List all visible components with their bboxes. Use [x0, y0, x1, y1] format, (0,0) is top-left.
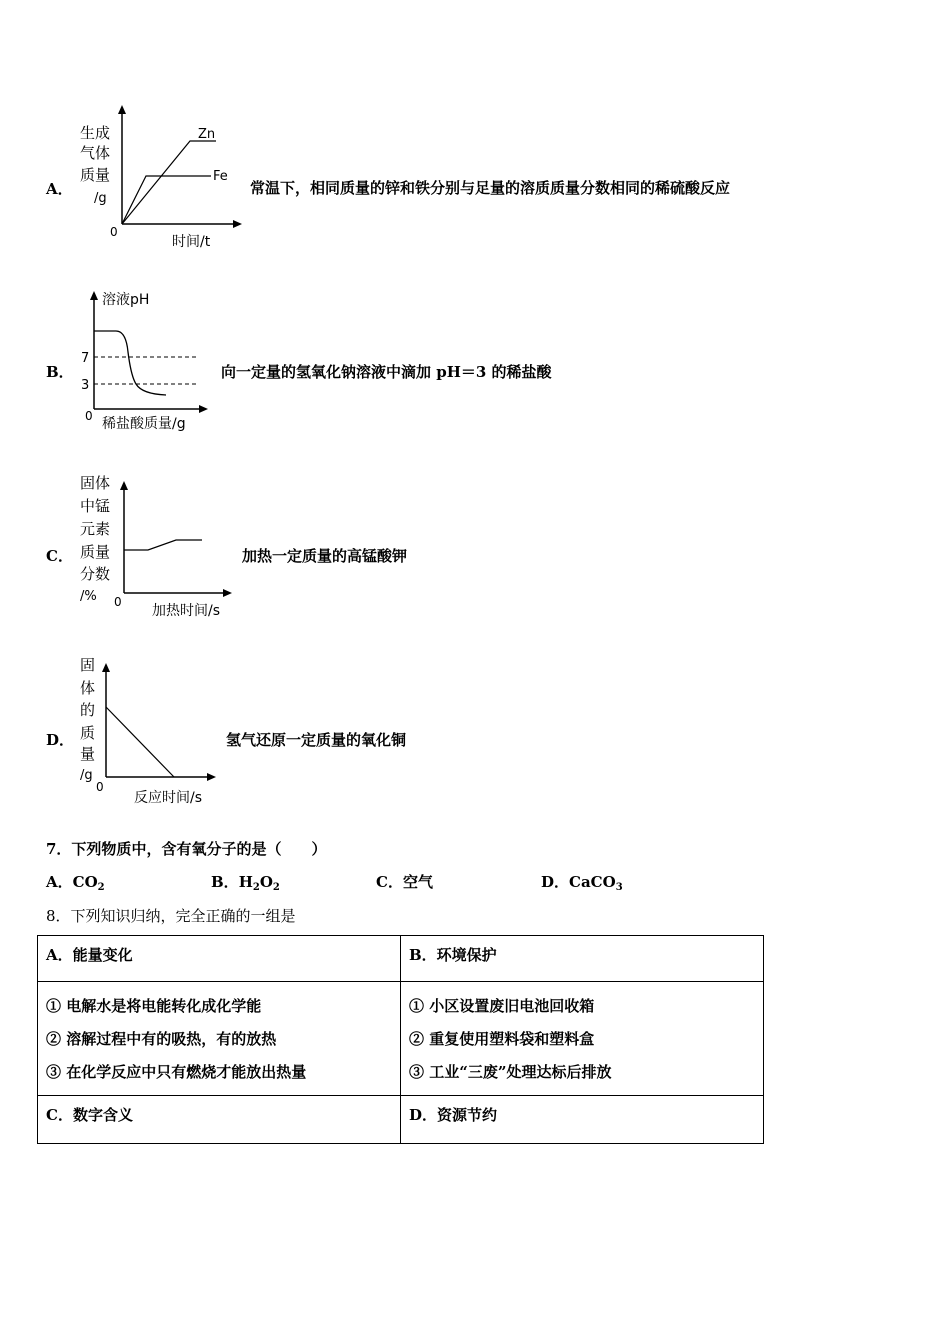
- option-d-letter: D．: [46, 731, 75, 749]
- graph-a-xlabel: 时间/t: [172, 234, 211, 250]
- graph-a-origin: 0: [110, 225, 118, 239]
- q8-stem: 8．下列知识归纳，完全正确的一组是: [46, 907, 296, 925]
- graph-b-ylabel: 溶液pH: [102, 292, 150, 308]
- option-b-desc: 向一定量的氢氧化钠溶液中滴加 pH＝3 的稀盐酸: [221, 363, 552, 381]
- graph-d-ylabel-6: /g: [80, 768, 93, 783]
- graph-a-ylabel-3: 质量: [80, 166, 111, 184]
- graph-c-xlabel: 加热时间/s: [152, 603, 221, 619]
- option-d-desc: 氢气还原一定质量的氧化铜: [226, 731, 407, 749]
- q8-cell-a-title: A．能量变化: [38, 936, 401, 982]
- q8-cell-d-title: D．资源节约: [401, 1096, 764, 1144]
- graph-c-line: [124, 540, 202, 550]
- q8-cell-b-items: [401, 982, 764, 1096]
- graph-d-ylabel-3: 的: [80, 701, 96, 719]
- graph-d-origin: 0: [96, 780, 104, 794]
- graph-c-origin: 0: [114, 595, 122, 609]
- q7-choice-c: C．空气: [376, 873, 433, 891]
- graph-a-x-arrow: [233, 220, 242, 228]
- graph-c-ylabel-1: 固体: [80, 474, 111, 492]
- option-c-letter: C．: [46, 547, 73, 565]
- graph-d-line: [106, 707, 174, 777]
- graph-b: [76, 284, 216, 434]
- option-a-letter: A．: [46, 180, 73, 198]
- graph-c-ylabel-2: 中锰: [80, 497, 111, 515]
- graph-b-origin: 0: [85, 409, 93, 423]
- graph-b-y-arrow: [90, 291, 98, 300]
- graph-d-ylabel-4: 质: [80, 724, 96, 742]
- graph-d-ylabel-5: 量: [80, 745, 96, 763]
- graph-d-ylabel-1: 固: [80, 656, 96, 674]
- graph-a-series-zn: Zn: [198, 127, 216, 142]
- graph-c-y-arrow: [120, 481, 128, 490]
- q7-stem: 7．下列物质中，含有氧分子的是（ ）: [46, 840, 327, 858]
- graph-a-zn-line: [122, 141, 216, 224]
- q8-cell-a-items: [38, 982, 401, 1096]
- q8-a-item-1: ① 电解水是将电能转化成化学能: [46, 997, 262, 1015]
- graph-c-ylabel-6: /%: [80, 589, 97, 604]
- graph-d-ylabel-2: 体: [80, 679, 96, 697]
- option-a-desc: 常温下，相同质量的锌和铁分别与足量的溶质质量分数相同的稀硫酸反应: [250, 179, 731, 197]
- graph-c-x-arrow: [223, 589, 232, 597]
- graph-c-ylabel-3: 元素: [80, 520, 111, 538]
- graph-a-fe-line: [122, 176, 211, 224]
- graph-d-y-arrow: [102, 663, 110, 672]
- q8-a-item-2: ② 溶解过程中有的吸热，有的放热: [46, 1030, 277, 1048]
- graph-a-y-arrow: [118, 105, 126, 114]
- graph-b-xlabel: 稀盐酸质量/g: [102, 416, 186, 432]
- graph-b-curve: [94, 331, 166, 395]
- q8-a-item-3: ③ 在化学反应中只有燃烧才能放出热量: [46, 1063, 307, 1081]
- graph-c-ylabel-4: 质量: [80, 543, 111, 561]
- graph-d-xlabel: 反应时间/s: [134, 790, 203, 806]
- graph-a-ylabel-2: 气体: [80, 144, 111, 162]
- q8-b-item-2: ② 重复使用塑料袋和塑料盒: [409, 1030, 595, 1048]
- q7-choice-b: B．$H_2O_2$: [211, 873, 280, 893]
- graph-b-x-arrow: [199, 405, 208, 413]
- graph-a: [76, 100, 246, 250]
- graph-a-ylabel-1: 生成: [80, 124, 111, 142]
- q8-b-item-3: ③ 工业“三废”处理达标后排放: [409, 1063, 612, 1081]
- q8-table: [37, 935, 764, 1144]
- graph-a-ylabel-4: /g: [94, 191, 107, 206]
- graph-b-tick-7: 7: [81, 351, 90, 366]
- q8-cell-b-title: B．环境保护: [401, 936, 764, 982]
- q8-cell-c-title: C．数字含义: [38, 1096, 401, 1144]
- option-c-desc: 加热一定质量的高锰酸钾: [242, 547, 408, 565]
- q7-choice-d: D．CaCO$_3$: [541, 873, 623, 893]
- graph-c-ylabel-5: 分数: [80, 565, 111, 583]
- graph-c: [76, 470, 246, 625]
- graph-b-tick-3: 3: [81, 378, 90, 393]
- graph-d-x-arrow: [207, 773, 216, 781]
- q7-choice-a: A．$CO_2$: [46, 873, 105, 893]
- q8-b-item-1: ① 小区设置废旧电池回收箱: [409, 997, 595, 1015]
- option-b-letter: B．: [46, 363, 74, 381]
- graph-d: [76, 652, 226, 810]
- graph-a-series-fe: Fe: [213, 169, 228, 184]
